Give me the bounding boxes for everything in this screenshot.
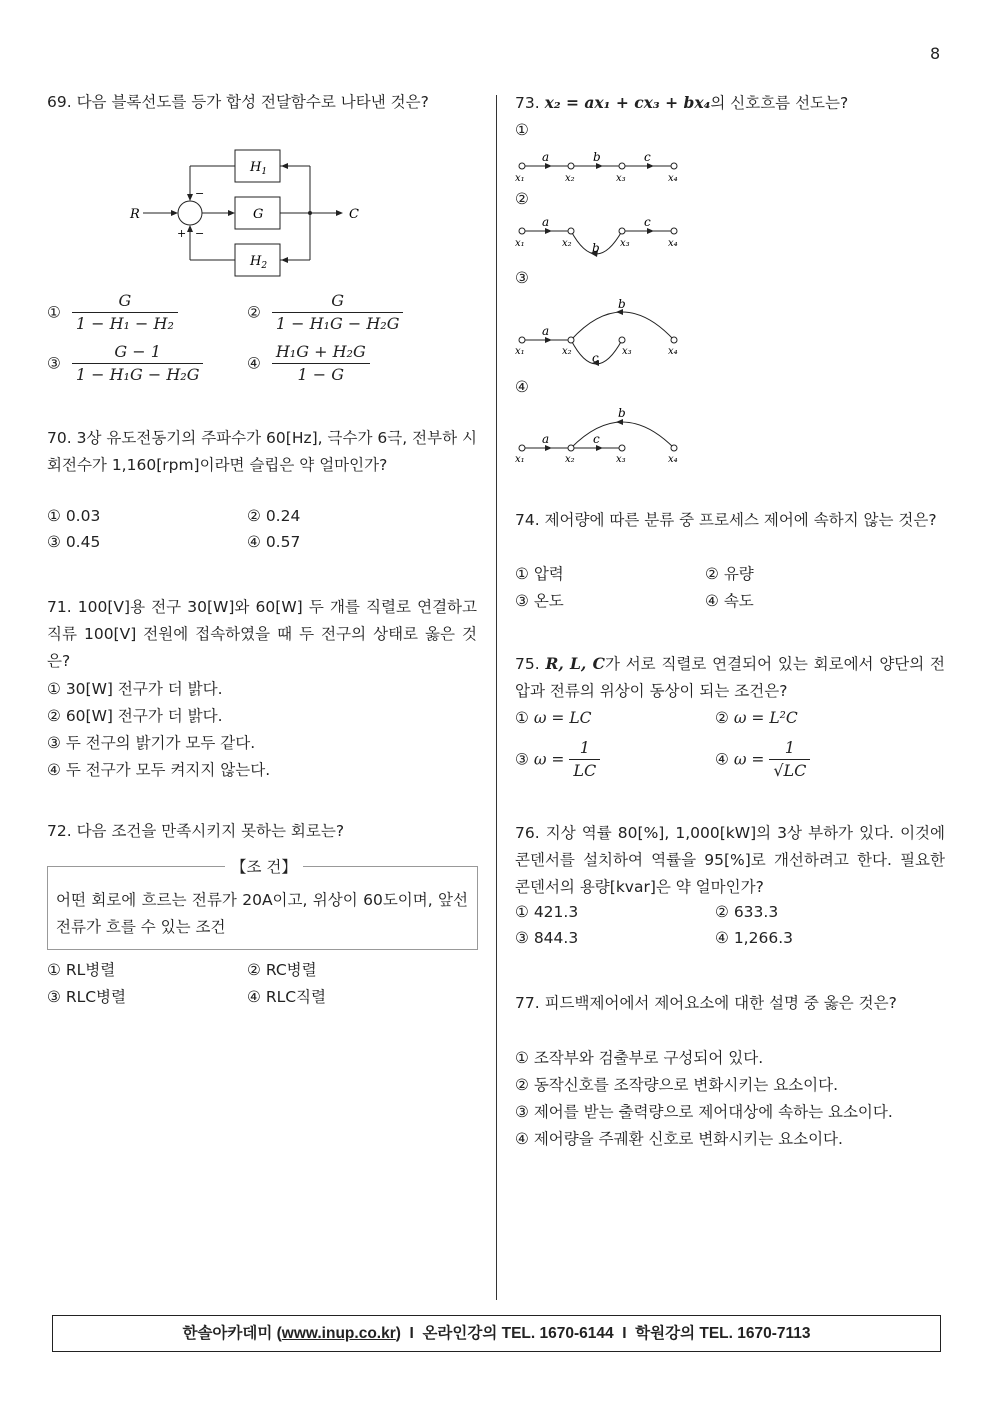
column-divider [496, 95, 497, 1300]
q70-option-3[interactable]: ③ 0.45 [47, 533, 101, 551]
q71-option-2[interactable]: ② 60[W] 전구가 더 밝다. [47, 707, 223, 725]
q70-option-2[interactable]: ② 0.24 [247, 507, 301, 525]
svg-text:b: b [593, 150, 601, 164]
question-76: 76. 지상 역률 80[%], 1,000[kW]의 3상 부하가 있다. 이것에 콘덴서를 설치하여 역률을 95[%]로 개선하려고 한다. 필요한 콘덴서의 용량[kvar]은 약 얼마인가? [515, 824, 945, 896]
q72-option-1[interactable]: ① RL병렬 [47, 961, 116, 979]
q69-option-1[interactable]: ① $\frac{G}{\text{1 − H₁ − H₂}}$ [47, 290, 178, 335]
condition-title: 【조 건】 [225, 855, 303, 877]
block-diagram-q69 [125, 145, 365, 280]
q70-option-1[interactable]: ① 0.03 [47, 507, 101, 525]
svg-text:x₃: x₃ [622, 346, 632, 357]
question-77: 77. 피드백제어에서 제어요소에 대한 설명 중 옳은 것은? [515, 994, 897, 1012]
svg-text:x₃: x₃ [616, 454, 626, 465]
svg-text:x₁: x₁ [515, 238, 525, 249]
q76-option-2[interactable]: ② 633.3 [715, 903, 779, 921]
svg-text:x₄: x₄ [668, 346, 678, 357]
svg-text:x₁: x₁ [515, 173, 525, 184]
question-72: 72. 다음 조건을 만족시키지 못하는 회로는? [47, 822, 345, 840]
q71-option-1[interactable]: ① 30[W] 전구가 더 밝다. [47, 680, 223, 698]
q74-option-2[interactable]: ② 유량 [705, 565, 754, 583]
svg-text:x₁: x₁ [515, 346, 525, 357]
q75-option-3[interactable]: ③ ω = $\frac{1}{LC}$ [515, 737, 600, 782]
svg-text:x₁: x₁ [515, 454, 525, 465]
q73-option-1-mark[interactable]: ① [515, 121, 529, 139]
r-label: R [130, 207, 140, 222]
svg-text:b: b [618, 297, 626, 311]
svg-text:c: c [592, 351, 599, 365]
svg-text:x₄: x₄ [668, 173, 678, 184]
footer-website-link[interactable]: www.inup.co.kr [281, 1325, 396, 1342]
question-70: 70. 3상 유도전동기의 주파수가 60[Hz], 극수가 6극, 전부하 시 회전수가 1,160[rpm]이라면 슬립은 약 얼마인가? [47, 429, 477, 474]
svg-text:+: + [177, 227, 187, 240]
q74-option-3[interactable]: ③ 온도 [515, 592, 564, 610]
q73-option-2-mark[interactable]: ② [515, 190, 529, 208]
question-75: 75. R, L, C가 서로 직렬로 연결되어 있는 회로에서 양단의 전압과 전류의 위상이 동상이 되는 조건은? [515, 654, 946, 700]
q74-option-4[interactable]: ④ 속도 [705, 592, 754, 610]
h1-label: $H_1$ [250, 160, 268, 177]
svg-text:b: b [592, 241, 600, 255]
summing-junction [178, 201, 202, 225]
c-label: C [349, 207, 359, 222]
svg-text:b: b [618, 406, 626, 420]
q72-option-3[interactable]: ③ RLC병렬 [47, 988, 126, 1006]
svg-text:a: a [542, 215, 550, 229]
q77-option-3[interactable]: ③ 제어를 받는 출력량으로 제어대상에 속하는 요소이다. [515, 1103, 893, 1121]
footer-academy: 한솔아카데미 ( [182, 1325, 282, 1342]
q73-option-2-graph[interactable] [512, 215, 692, 265]
svg-text:a: a [542, 324, 550, 338]
q73-option-4-mark[interactable]: ④ [515, 378, 529, 396]
svg-text:a: a [542, 432, 550, 446]
condition-text: 어떤 회로에 흐르는 전류가 20A이고, 위상이 60도이며, 앞선 전류가 흐를 수 있는 조건 [56, 891, 468, 936]
q75-option-1[interactable]: ① ω = LC [515, 709, 592, 727]
q69-option-2[interactable]: ② $\frac{G}{\text{1 − H₁G − H₂G}}$ [247, 290, 403, 335]
question-73: 73. x₂ = ax₁ + cx₃ + bx₄의 신호흐름 선도는? [515, 93, 849, 112]
q77-option-4[interactable]: ④ 제어량을 주궤환 신호로 변화시키는 요소이다. [515, 1130, 843, 1148]
q76-option-4[interactable]: ④ 1,266.3 [715, 929, 793, 947]
svg-text:x₃: x₃ [620, 238, 630, 249]
q75-option-2[interactable]: ② ω = L²C [715, 709, 798, 727]
q72-option-4[interactable]: ④ RLC직렬 [247, 988, 326, 1006]
q73-option-1-graph[interactable] [512, 148, 692, 184]
g-label: G [253, 207, 264, 222]
svg-text:x₂: x₂ [562, 346, 572, 357]
q71-option-3[interactable]: ③ 두 전구의 밝기가 모두 같다. [47, 734, 256, 752]
svg-text:−: − [195, 187, 205, 200]
svg-text:c: c [644, 215, 651, 229]
svg-text:c: c [593, 432, 600, 446]
q73-option-3-mark[interactable]: ③ [515, 269, 529, 287]
svg-text:x₂: x₂ [565, 173, 575, 184]
question-71: 71. 100[V]용 전구 30[W]와 60[W] 두 개를 직렬로 연결하고 직류 100[V] 전원에 접속하였을 때 두 전구의 상태로 옳은 것은? [47, 598, 477, 670]
q76-option-1[interactable]: ① 421.3 [515, 903, 579, 921]
h2-label: $H_2$ [250, 254, 268, 271]
q75-option-4[interactable]: ④ ω = $\frac{1}{√LC}$ [715, 737, 810, 782]
q72-option-2[interactable]: ② RC병렬 [247, 961, 317, 979]
svg-text:−: − [195, 227, 205, 240]
q70-option-4[interactable]: ④ 0.57 [247, 533, 301, 551]
svg-text:x₄: x₄ [668, 454, 678, 465]
q77-option-2[interactable]: ② 동작신호를 조작량으로 변화시키는 요소이다. [515, 1076, 839, 1094]
question-74: 74. 제어량에 따른 분류 중 프로세스 제어에 속하지 않는 것은? [515, 511, 937, 529]
q73-equation: x₂ = ax₁ + cx₃ + bx₄ [544, 93, 711, 112]
question-69: 69. 다음 블록선도를 등가 합성 전달함수로 나타낸 것은? [47, 93, 429, 111]
q76-option-3[interactable]: ③ 844.3 [515, 929, 579, 947]
svg-text:x₂: x₂ [562, 238, 572, 249]
q75-rlc: R, L, C [545, 654, 605, 673]
footer-contact: ) I 온라인강의 TEL. 1670-6144 I 학원강의 TEL. 1670-7113 [395, 1325, 811, 1342]
svg-text:x₄: x₄ [668, 238, 678, 249]
q71-option-4[interactable]: ④ 두 전구가 모두 켜지지 않는다. [47, 761, 271, 779]
svg-text:x₃: x₃ [616, 173, 626, 184]
svg-text:a: a [542, 150, 550, 164]
svg-text:x₂: x₂ [565, 454, 575, 465]
q74-option-1[interactable]: ① 압력 [515, 565, 564, 583]
svg-text:c: c [644, 150, 651, 164]
footer-banner [52, 1315, 941, 1352]
q73-option-4-graph[interactable] [512, 404, 692, 466]
q77-option-1[interactable]: ① 조작부와 검출부로 구성되어 있다. [515, 1049, 764, 1067]
q69-option-4[interactable]: ④ $\frac{\text{H₁G + H₂G}}{1 - G}$ [247, 341, 370, 386]
q69-option-3[interactable]: ③ $\frac{G - 1}{\text{1 − H₁G − H₂G}}$ [47, 341, 203, 386]
q73-option-3-graph[interactable] [512, 296, 692, 371]
page-number: 8 [930, 44, 941, 63]
